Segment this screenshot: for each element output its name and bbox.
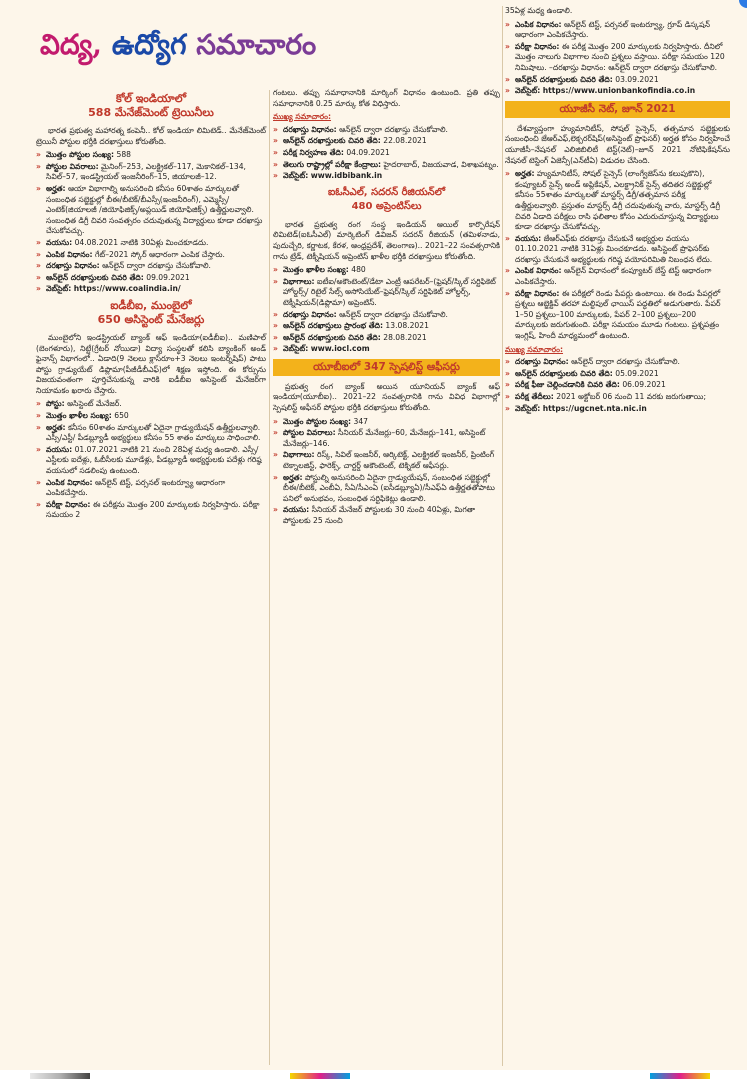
article-continuation: గంటలు. తప్పు సమాధానానికి మార్కింగ్ విధానం ఉంటుంది. ప్రతి తప్పు సమాధానానికి 0.25 మార్కు కోత విధిస్తారు.	[273, 88, 500, 108]
detail-list	[36, 399, 266, 521]
detail-item	[36, 184, 266, 237]
detail-label: వెబ్‌సైట్:	[283, 344, 309, 354]
detail-label: వెబ్‌సైట్:	[46, 284, 72, 294]
print-margin	[0, 1070, 747, 1080]
detail-label: మొత్తం పోస్టుల సంఖ్య:	[46, 150, 115, 160]
detail-label: వయసు:	[515, 233, 542, 243]
detail-label: పరీక్ష నిర్వహణ తేది:	[283, 147, 344, 157]
detail-item	[273, 148, 500, 159]
detail-list	[273, 125, 500, 182]
detail-item	[36, 478, 266, 499]
color-bar	[290, 1073, 350, 1079]
article-continuation: 35ఏళ్ల మధ్య ఉండాలి.	[505, 6, 573, 15]
detail-label: విభాగాలు:	[283, 276, 315, 286]
article-iocl	[273, 186, 500, 355]
detail-list	[505, 357, 730, 414]
color-bar	[30, 1073, 90, 1079]
detail-item	[505, 392, 730, 403]
detail-label: ఎంపిక విధానం:	[515, 266, 562, 276]
detail-list	[505, 20, 730, 97]
detail-value: హ్యుమానిటీస్, సోషల్ సైన్సెస్ (లాంగ్వేజెస్‌ను కలుపుకొని), కంప్యూటర్ సైన్స్ అండ్ అప్లికేషన్, ఎలక్ట్రానిక్ సైన్స్ తదితర సబ్జెక్టుల్లో కనీసం 55శాతం మార్కులతో మాస్టర్స్ డిగ్రీ/తత్సమాన పరీక్ష ఉత్తీర్ణులవ్వాలి. ప్రస్తుతం మాస్టర్స్ డిగ్రీ చదువుతున్న వారు, మాస్టర్స్ డిగ్రీ చివరి ఏడాది పరీక్షలు రాసి ఫలితాల కోసం ఎదురుచూస్తున్న విద్యార్థులు కూడా దరఖాస్తు చేసుకోవచ్చు.	[515, 169, 720, 232]
detail-label: వెబ్‌సైట్:	[515, 403, 541, 413]
masthead-word-2: ఉద్యోగ	[111, 28, 187, 61]
detail-item	[36, 261, 266, 272]
detail-value: 04.08.2021 నాటికి 30ఏళ్లు మించకూడదు.	[74, 237, 209, 247]
article-headline	[36, 92, 266, 120]
detail-item	[273, 171, 500, 182]
detail-value: 01.07.2021 నాటికి 21 నుంచి 28ఏళ్ల మధ్య ఉండాలి. ఎస్సీ/ఎస్టీలకు ఐదేళ్లు, ఓబీసీలకు మూడేళ్లు, పీడబ్ల్యూడీ అభ్యర్థులకు పదేళ్లు గరిష్ఠ వయసులో సడలింపు ఉంటుంది.	[46, 444, 262, 476]
detail-label: ఎంపిక విధానం:	[46, 249, 93, 259]
detail-item	[505, 369, 730, 380]
section-subheading: ముఖ్య సమాచారం:	[273, 112, 332, 122]
detail-label: పరీక్ష ఫీజు చెల్లించడానికి చివరి తేది:	[515, 380, 620, 390]
column-3	[505, 6, 730, 417]
detail-label: తెలుగు రాష్ట్రాల్లో పరీక్షా కేంద్రాలు:	[283, 159, 382, 169]
detail-item	[273, 505, 500, 526]
detail-item	[273, 265, 500, 276]
detail-value: సీనియర్ మేనేజర్ పోస్టులకు 30 నుంచి 40ఏళ్లు, మిగతా పోస్టులకు 25 నుంచి	[283, 505, 476, 525]
detail-value: 347	[353, 416, 368, 426]
section-subheading: ముఖ్య సమాచారం:	[505, 344, 564, 354]
detail-value: సీనియర్ మేనేజర్లు–60, మేనేజర్లు–141, అసిస్టెంట్ మేనేజర్లు–146.	[283, 428, 486, 448]
detail-value: రిస్క్, సివిల్ ఇంజనీర్, ఆర్కిటెక్ట్, ఎలక్ట్రికల్ ఇంజనీర్, ప్రింటింగ్ టెక్నాలజిస్ట్, ఫారెక్స్, చార్టర్డ్ అకౌంటెంట్, టెక్నికల్ ఆఫీసర్లు.	[283, 450, 495, 471]
detail-item	[505, 75, 730, 86]
headline-line-1: ఐడీబీఐ, ముంబైలో	[110, 298, 192, 312]
detail-label: అర్హత:	[46, 422, 66, 432]
headline-line-2: 588 మేనేజ్‌మెంట్ ట్రెయినీలు	[88, 106, 214, 119]
detail-item	[505, 42, 730, 74]
detail-value: 03.09.2021	[615, 74, 659, 84]
headline-line-1: కోల్ ఇండియాలో	[115, 92, 187, 105]
detail-value: 22.08.2021	[383, 136, 427, 146]
detail-value: ఈ పరీక్షను మొత్తం 200 మార్కులకు నిర్వహిస్తారు. పరీక్షా సమయం 2	[46, 499, 260, 520]
article-intro: ప్రభుత్వ రంగ బ్యాంక్ అయిన యూనియన్ బ్యాంక్ ఆఫ్ ఇండియా(యూబీఐ).. 2021–22 సంవత్సరానికి గాను వివిధ విభాగాల్లో స్పెషలిస్ట్ ఆఫీసర్ పోస్టుల భర్తీకి దరఖాస్తులు కోరుతోంది.	[273, 381, 500, 413]
detail-item	[273, 417, 500, 428]
detail-value: 06.09.2021	[622, 380, 666, 390]
detail-item	[273, 321, 500, 332]
detail-item	[273, 310, 500, 321]
detail-item	[505, 380, 730, 391]
detail-value: ఆన్‌లైన్ ద్వారా దరఖాస్తు చేసుకోవాలి.	[571, 357, 680, 367]
detail-label: ఆన్‌లైన్ దరఖాస్తులకు చివరి తేది:	[283, 136, 381, 146]
detail-list	[273, 417, 500, 527]
detail-value: జేఆర్ఎఫ్‌కు దరఖాస్తు చేసుకునే అభ్యర్థుల వయసు 01.10.2021 నాటికి 31ఏళ్లు మించకూడదు. అసిస్టెంట్ ప్రొఫెసర్‌కు దరఖాస్తు చేసుకునే అభ్యర్థులకు గరిష్ఠ వయోపరిమితి నిబంధన లేదు.	[515, 233, 713, 264]
masthead-word-3: సమాచారం	[196, 28, 317, 61]
detail-item	[273, 428, 500, 449]
detail-item	[36, 445, 266, 477]
color-bar	[650, 1073, 710, 1079]
detail-value: ఆన్‌లైన్ టెస్ట్, పర్సనల్ ఇంటర్వ్యూ ఆధారంగా ఎంపికచేస్తారు.	[46, 477, 226, 498]
detail-label: వెబ్‌సైట్:	[515, 86, 541, 96]
detail-label: అర్హత:	[515, 169, 535, 179]
detail-label: విభాగాలు:	[283, 450, 315, 460]
detail-value: 09.09.2021	[146, 272, 190, 282]
detail-item	[273, 277, 500, 309]
detail-value: ఆన్‌లైన్ విధానంలో కంప్యూటర్ బేస్డ్ టెస్ట్ ఆధారంగా ఎంపికచేస్తారు.	[515, 266, 712, 287]
detail-label: దరఖాస్తు విధానం:	[283, 309, 337, 319]
detail-value: 2021 అక్టోబర్ 06 నుంచి 11 వరకు జరుగుతాయి;	[556, 392, 706, 401]
detail-item	[273, 136, 500, 147]
detail-label: మొత్తం ఖాళీల సంఖ్య:	[283, 265, 349, 275]
website-link[interactable]: www.idbibank.in	[310, 171, 383, 181]
detail-item	[36, 423, 266, 444]
detail-label: పోస్టు:	[46, 399, 65, 409]
detail-value: ఆన్‌లైన్ ద్వారా దరఖాస్తు చేసుకోవాలి.	[339, 124, 448, 134]
detail-label: మొత్తం పోస్టుల సంఖ్య:	[283, 416, 352, 426]
detail-value: అసిస్టెంట్ మేనేజర్.	[67, 399, 122, 409]
website-link[interactable]: https://ugcnet.nta.nic.in	[542, 403, 647, 413]
detail-item	[505, 266, 730, 287]
column-2	[273, 88, 500, 530]
detail-label: పరీక్షా విధానం:	[515, 41, 560, 51]
detail-item	[273, 473, 500, 505]
headline-line-2: 650 అసిస్టెంట్ మేనేజర్లు	[97, 312, 205, 326]
detail-item	[505, 169, 730, 233]
detail-label: దరఖాస్తు విధానం:	[46, 261, 100, 271]
detail-item	[505, 20, 730, 41]
detail-label: పరీక్షా విధానం:	[515, 288, 560, 298]
detail-item	[505, 289, 730, 342]
detail-label: పరీక్ష తేదీలు:	[515, 392, 554, 401]
detail-list	[36, 150, 266, 295]
article-banner: యూజీసీ నెట్, జూన్ 2021	[505, 101, 730, 118]
detail-item	[36, 273, 266, 284]
detail-value: గేట్–2021 స్కోర్ ఆధారంగా ఎంపిక చేస్తారు.	[94, 249, 225, 259]
article-ubi	[273, 359, 500, 527]
website-link[interactable]: https://www.unionbankofindia.co.in	[542, 86, 696, 96]
masthead-word-1: విద్య,	[40, 28, 103, 61]
corner-marker	[739, 0, 747, 8]
article-intro: భారత ప్రభుత్వ రంగ సంస్థ ఇండియన్ ఆయిల్ కార్పొరేషన్ లిమిటెడ్(ఐఓసీఎల్) మార్కెటింగ్ డివిజన్ సదరన్ రీజియన్ (తమిళనాడు, పుదుచ్చేరి, కర్ణాటక, కేరళ, ఆంధ్రప్రదేశ్, తెలంగాణ).. 2021–22 సంవత్సరానికి గాను ట్రేడ్, టెక్నీషియన్ అప్రెంటిస్ ఖాళీల భర్తీకి దరఖాస్తులు కోరుతోంది.	[273, 219, 500, 261]
website-link[interactable]: https://www.coalindia.in/	[73, 284, 181, 294]
article-ugc-net	[505, 101, 730, 414]
detail-item	[36, 238, 266, 249]
detail-label: పోస్టుల వివరాలు:	[46, 161, 99, 171]
detail-label: వెబ్‌సైట్:	[283, 171, 309, 181]
detail-value: 28.08.2021	[383, 332, 427, 342]
article-idbi	[36, 299, 266, 521]
detail-value: ఈ పరీక్షలో రెండు పేపర్లు ఉంటాయి. ఈ రెండు పేపర్లలో ప్రశ్నలు ఆబ్జెక్టివ్ తరహా మల్టిపుల్ ఛాయిస్ పద్ధతిలో అడుగుతారు. పేపర్ 1–50 ప్రశ్నలు–100 మార్కులకు, పేపర్ 2–100 ప్రశ్నలు–200 మార్కులకు జరుగుతుంది. పరీక్షా సమయం మూడు గంటలు. ప్రశ్నపత్రం ఇంగ్లిష్, హిందీ మాధ్యమంలో ఉంటుంది.	[515, 288, 721, 341]
detail-label: వయసు:	[46, 444, 73, 454]
detail-item	[36, 162, 266, 183]
detail-item	[273, 125, 500, 136]
detail-item	[36, 150, 266, 161]
headline-line-1: ఐఓసీఎల్, సదరన్ రీజియన్‌లో	[327, 186, 445, 198]
detail-label: ఆన్‌లైన్ దరఖాస్తులకు చివరి తేది:	[515, 368, 613, 378]
detail-list	[505, 169, 730, 342]
article-banner: యూబీఐలో 347 స్పెషలిస్ట్ ఆఫీసర్లు	[273, 359, 500, 376]
detail-item	[505, 357, 730, 368]
detail-label: ఆన్‌లైన్ దరఖాస్తులకు చివరి తేది:	[46, 272, 144, 282]
detail-value: 480	[351, 265, 366, 275]
article-intro: దేశవ్యాప్తంగా హ్యుమానిటీస్, సోషల్ సైన్సెస్, తత్సమాన సబ్జెక్టులకు సంబంధించి జేఆర్ఎఫ్,లెక్చరర్‌షిప్(అసిస్టెంట్ ప్రొఫెసర్) అర్హత కోసం నిర్వహించే యూజీసీ–నేషనల్ ఎలిజిబిలిటీ టెస్ట్(నెట్)–జూన్ 2021 నోటిఫికేషన్‌ను నేషనల్ టెస్టింగ్ ఏజెన్సీ(ఎన్‌టీఏ) విడుదల చేసింది.	[505, 123, 730, 165]
detail-value: 650	[114, 411, 129, 421]
detail-item	[273, 450, 500, 471]
masthead	[40, 28, 500, 80]
detail-label: ఎంపిక విధానం:	[46, 477, 93, 487]
detail-label: పోస్టుల వివరాలు:	[283, 428, 336, 438]
article-intro: భారత ప్రభుత్వ మహారత్న కంపెనీ.. కోల్ ఇండియా లిమిటెడ్.. మేనేజ్‌మెంట్ ట్రెయినీ పోస్టుల భర్తీకి దరఖాస్తులు కోరుతోంది.	[36, 126, 266, 146]
detail-label: ఎంపిక విధానం:	[515, 19, 562, 29]
detail-value: కనీసం 60శాతం మార్కులతో ఏదైనా గ్రాడ్యుయేషన్ ఉత్తీర్ణులవ్వాలి. ఎస్సీ/ఎస్టీ/ పీడబ్ల్యూడీ అభ్యర్థులు కనీసం 55 శాతం మార్కులు సాధించాలి.	[46, 422, 261, 443]
detail-label: పరీక్షా విధానం:	[46, 499, 91, 509]
detail-label: దరఖాస్తు విధానం:	[283, 124, 337, 134]
detail-list	[273, 265, 500, 355]
detail-label: అర్హత:	[46, 183, 66, 193]
detail-value: ఆయా విభాగాల్ని అనుసరించి కనీసం 60శాతం మార్కులతో సంబంధిత సబ్జెక్టుల్లో బీఈ/బీటెక్/బీఎస్సీ(ఇంజనీరింగ్), ఎమ్మెస్సీ/ఎంటెక్(జియాలజీ /జియోఫిజిక్స్/అప్లయిడ్ జియోఫిజిక్స్) ఉత్తీర్ణులవ్వాలి. సంబంధిత డిగ్రీ చివరి సంవత్సరం చదువుతున్న విద్యార్థులు కూడా దరఖాస్తు చేసుకోవచ్చు.	[46, 183, 263, 236]
detail-label: వయసు:	[46, 237, 73, 247]
detail-value: 13.08.2021	[385, 321, 429, 331]
website-link[interactable]: www.iocl.com	[310, 344, 370, 354]
detail-label: వయసు:	[283, 505, 310, 515]
article-headline	[36, 299, 266, 327]
article-coal-india	[36, 92, 266, 295]
detail-label: ఆన్‌లైన్ దరఖాస్తులు ప్రారంభ తేది:	[283, 321, 383, 331]
detail-value: మైనింగ్–253, ఎలక్ట్రికల్–117, మెకానికల్–134, సివిల్–57, ఇండస్ట్రియల్ ఇంజనీరింగ్–15, జియాలజీ–12.	[46, 161, 246, 182]
detail-value: ఐటీఐ/అకౌంటెంట్/డేటా ఎంట్రీ ఆపరేటర్–(ఫ్రెషర్/స్కిల్ సర్టిఫికెట్ హోల్డర్స్/ రిటైల్ సేల్స్ అసోసియేట్–ఫ్రెషర్/స్కిల్ సర్టిఫికెట్ హోల్డర్స్, టెక్నీషియన్(డిప్లొమా) అప్రెంటిస్.	[283, 276, 496, 307]
detail-item	[273, 344, 500, 355]
column-divider	[502, 6, 503, 1066]
detail-item	[36, 399, 266, 410]
detail-item	[505, 404, 730, 415]
detail-item	[36, 284, 266, 295]
detail-item	[273, 333, 500, 344]
article-intro: ముంబైలోని ఇండస్ట్రియల్ బ్యాంక్ ఆఫ్ ఇండియా(ఐడీబీఐ).. మణిపాల్ (బెంగళూరు), నిట్టే(గ్రేటర్ నోయిడా) విద్యా సంస్థలతో కలిసి బ్యాంకింగ్ అండ్ ఫైనాన్స్ విభాగంలో.. ఏడాది(9 నెలలు క్లాస్‌రూం+3 నెలలు ఇంటర్న్‌షిప్) పాటు పోస్టు గ్రాడ్యుయేట్ డిప్లొమా(పీజీడీబీఎఫ్)లో శిక్షణ ఇస్తోంది. ఈ కోర్సును విజయవంతంగా పూర్తిచేసుకున్న వారికి ఐడీబీఐ అసిస్టెంట్ మేనేజర్‌గా నియామకం ఖరారు చేస్తారు.	[36, 332, 266, 395]
detail-value: 588	[116, 150, 131, 160]
detail-label: ఆన్‌లైన్ దరఖాస్తులకు చివరి తేది:	[515, 74, 613, 84]
column-divider	[269, 90, 270, 1065]
detail-item	[273, 160, 500, 171]
detail-label: ఆన్‌లైన్ దరఖాస్తులకు చివరి తేది:	[283, 332, 381, 342]
detail-item	[36, 500, 266, 521]
detail-label: దరఖాస్తు విధానం:	[515, 357, 569, 367]
detail-item	[505, 86, 730, 97]
detail-value: హైదరాబాద్, విజయవాడ, విశాఖపట్నం.	[383, 159, 499, 169]
detail-value: 05.09.2021	[615, 368, 659, 378]
detail-item	[36, 250, 266, 261]
column-1	[36, 88, 266, 524]
detail-label: మొత్తం ఖాళీల సంఖ్య:	[46, 411, 112, 421]
detail-label: అర్హత:	[283, 472, 303, 482]
detail-value: 04.09.2021	[346, 147, 390, 157]
detail-value: ఈ పరీక్ష మొత్తం 200 మార్కులకు నిర్వహిస్తారు. దీనిలో మొత్తం నాలుగు విభాగాల నుంచి ప్రశ్నలు వస్తాయి. పరీక్షా సమయం 120 నిమిషాలు. –దరఖాస్తు విధానం: ఆన్‌లైన్ ద్వారా దరఖాస్తు చేసుకోవాలి.	[515, 41, 725, 72]
detail-value: ఆన్‌లైన్ ద్వారా దరఖాస్తు చేసుకోవాలి.	[102, 261, 211, 271]
detail-item	[36, 411, 266, 422]
detail-value: ఆన్‌లైన్ ద్వారా దరఖాస్తు చేసుకోవాలి.	[339, 309, 448, 319]
detail-value: ఆన్‌లైన్ టెస్ట్, పర్సనల్ ఇంటర్వ్యూ, గ్రూప్ డిస్కషన్ ఆధారంగా ఎంపికచేస్తారు.	[515, 19, 710, 40]
detail-value: పోస్టుల్ని అనుసరించి ఏదైనా గ్రాడ్యుయేషన్, సంబంధిత సబ్జెక్టుల్లో బీఈ/బీటెక్, ఎంబీఏ, సీఏ/సీఎంఏ (ఐసీడబ్ల్యూఏ)/సీఎఫ్ఏ ఉత్తీర్ణతతోపాటు పనిలో అనుభవం, సంబంధిత సర్టిఫికెట్లు ఉండాలి.	[283, 472, 495, 503]
detail-item	[505, 234, 730, 266]
headline-line-2: 480 అప్రెంటిస్‌లు	[351, 200, 422, 212]
article-headline	[273, 186, 500, 214]
